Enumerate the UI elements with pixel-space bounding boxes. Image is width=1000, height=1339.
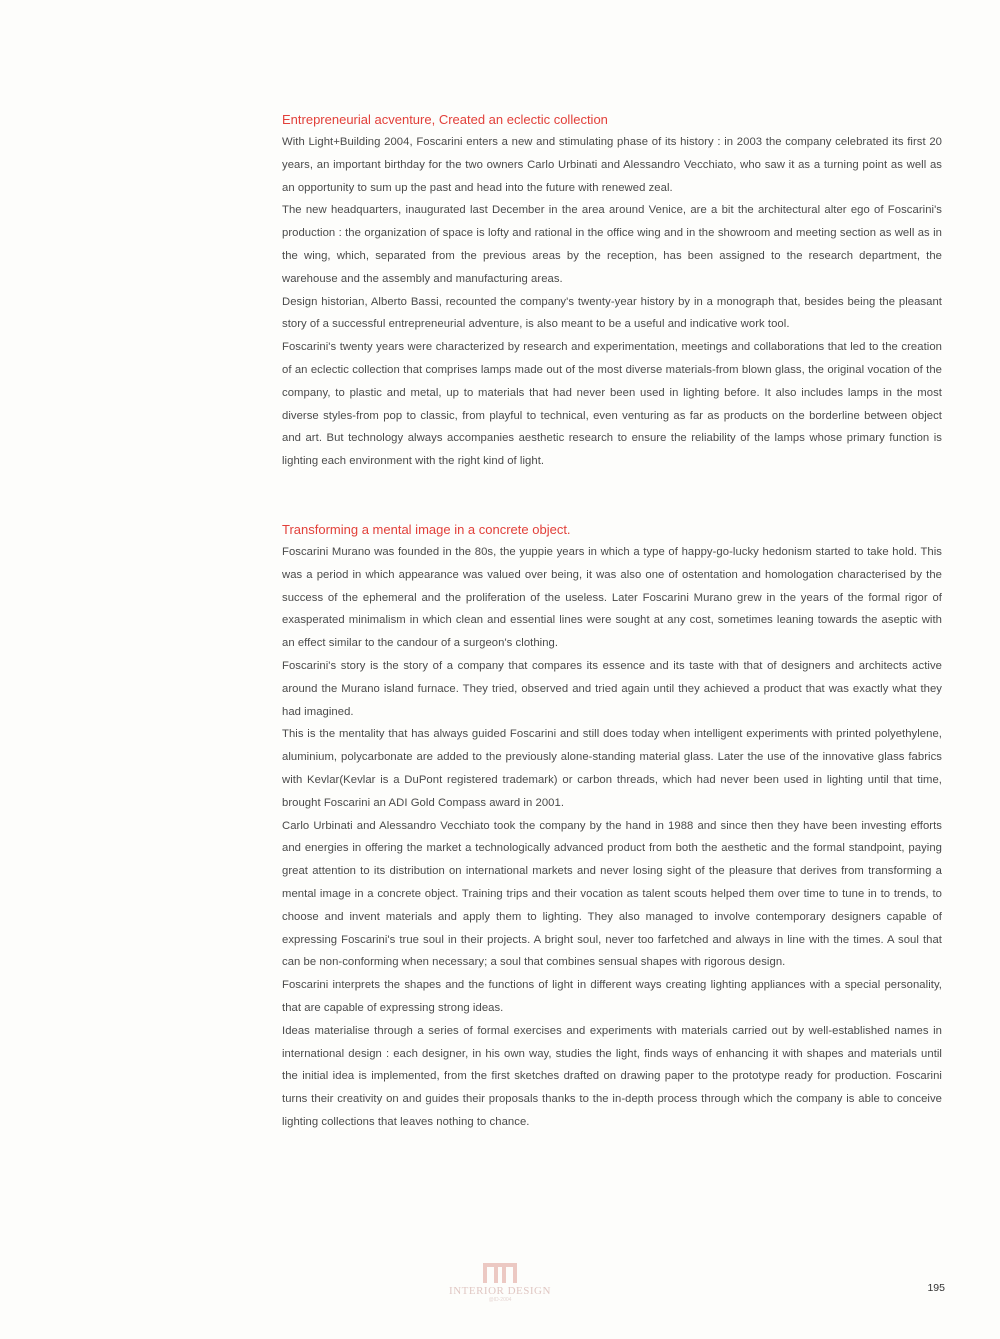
- body-paragraph: Ideas materialise through a series of formal exercises and experiments with materials carried out by well-established names in international design : each designer, in his own way, studies the light, finds ways of enhancing it with shapes and materials until the initial idea is implemented, from the first sketches drafted on drawing paper to the prototype ready for production. Foscarini turns their creativity on and guides their proposals thanks to the in-depth process through which the company is able to conceive lighting collections that leaves nothing to chance.: [282, 1024, 942, 1128]
- body-paragraph: Foscarini's twenty years were characterized by research and experimentation, meetings and collaborations that led to the creation of an eclectic collection that comprises lamps made out of the most diverse materials-from blown glass, the original vocation of the company, to plastic and metal, up to materials that had never been used in lighting before. It also includes lamps in the most diverse styles-from pop to classic, from playful to technical, even venturing as far as products on the borderline between object and art. But technology always accompanies aesthetic research to ensure the reliability of the lamps whose primary function is lighting each environment with the right kind of light.: [282, 341, 942, 468]
- body-paragraph: Foscarini interprets the shapes and the functions of light in different ways creating lighting appliances with a special personality, that are capable of expressing strong ideas.: [282, 979, 942, 1014]
- body-paragraph: With Light+Building 2004, Foscarini enters a new and stimulating phase of its history : in 2003 the company celebrated its first 20 years, an important birthday for the two owners Carlo Urbinati and Alessandro Vecchiato, who saw it as a turning point as well as an opportunity to sum up the past and head into the future with renewed zeal.: [282, 136, 942, 194]
- logo-subtext: @ID-2004: [488, 1297, 512, 1303]
- page-number: 195: [927, 1282, 945, 1294]
- article-section-entrepreneurial: [282, 109, 942, 473]
- article-section-transforming: [282, 519, 942, 1134]
- body-paragraph: Foscarini Murano was founded in the 80s, the yuppie years in which a type of happy-go-lucky hedonism started to take hold. This was a period in which appearance was valued over being, it was also one of ostentation and homologation characterised by the success of the ephemeral and the proliferation of the useless. Later Foscarini Murano grew in the years of the formal rigor of exasperated minimalism in which clean and essential lines were sought at any cost, sometimes leaning towards the aseptic with an effect similar to the candour of a surgeon's clothing.: [282, 546, 942, 650]
- logo-text: INTERIOR DESIGN: [449, 1285, 551, 1297]
- body-paragraph: Design historian, Alberto Bassi, recounted the company's twenty-year history by in a monograph that, besides being the pleasant story of a successful entrepreneurial adventure, is also meant to be a useful and indicative work tool.: [282, 295, 942, 331]
- body-paragraph: The new headquarters, inaugurated last December in the area around Venice, are a bit the architectural alter ego of Foscarini's production : the organization of space is lofty and rational in the office wing and in the showroom and meeting section as well as in the wing, which, separated from the previous areas by the reception, has been assigned to the research department, the warehouse and the assembly and manufacturing areas.: [282, 204, 942, 285]
- section-heading: Entrepreneurial acventure, Created an eclectic collection: [282, 112, 608, 127]
- watermark-logo: [442, 1262, 558, 1308]
- logo-mark-icon: [482, 1262, 518, 1284]
- section-heading: Transforming a mental image in a concrete object.: [282, 522, 571, 537]
- body-paragraph: This is the mentality that has always guided Foscarini and still does today when intelligent experiments with printed polyethylene, aluminium, polycarbonate are added to the previously alone-standing material glass. Later the use of the innovative glass fabrics with Kevlar(Kevlar is a DuPont registered trademark) or carbon threads, which had never been used in lighting until that time, brought Foscarini an ADI Gold Compass award in 2001.: [282, 728, 942, 809]
- body-paragraph: Foscarini's story is the story of a company that compares its essence and its taste with that of designers and architects active around the Murano island furnace. They tried, observed and tried again until they achieved a product that was exactly what they had imagined.: [282, 659, 942, 718]
- body-paragraph: Carlo Urbinati and Alessandro Vecchiato took the company by the hand in 1988 and since then they have been investing efforts and energies in offering the market a technologically advanced product from both the aesthetic and the formal standpoint, paying great attention to its distribution on international markets and never losing sight of the pleasure that derives from transforming a mental image in a concrete object. Training trips and their vocation as talent scouts helped them over time to tune in to trends, to choose and invent materials and apply them to lighting. They also managed to involve contemporary designers capable of expressing Foscarini's true soul in their projects. A bright soul, never too farfetched and always in line with the times. A soul that can be non-conforming when necessary; a soul that combines sensual shapes with rigorous design.: [282, 819, 942, 969]
